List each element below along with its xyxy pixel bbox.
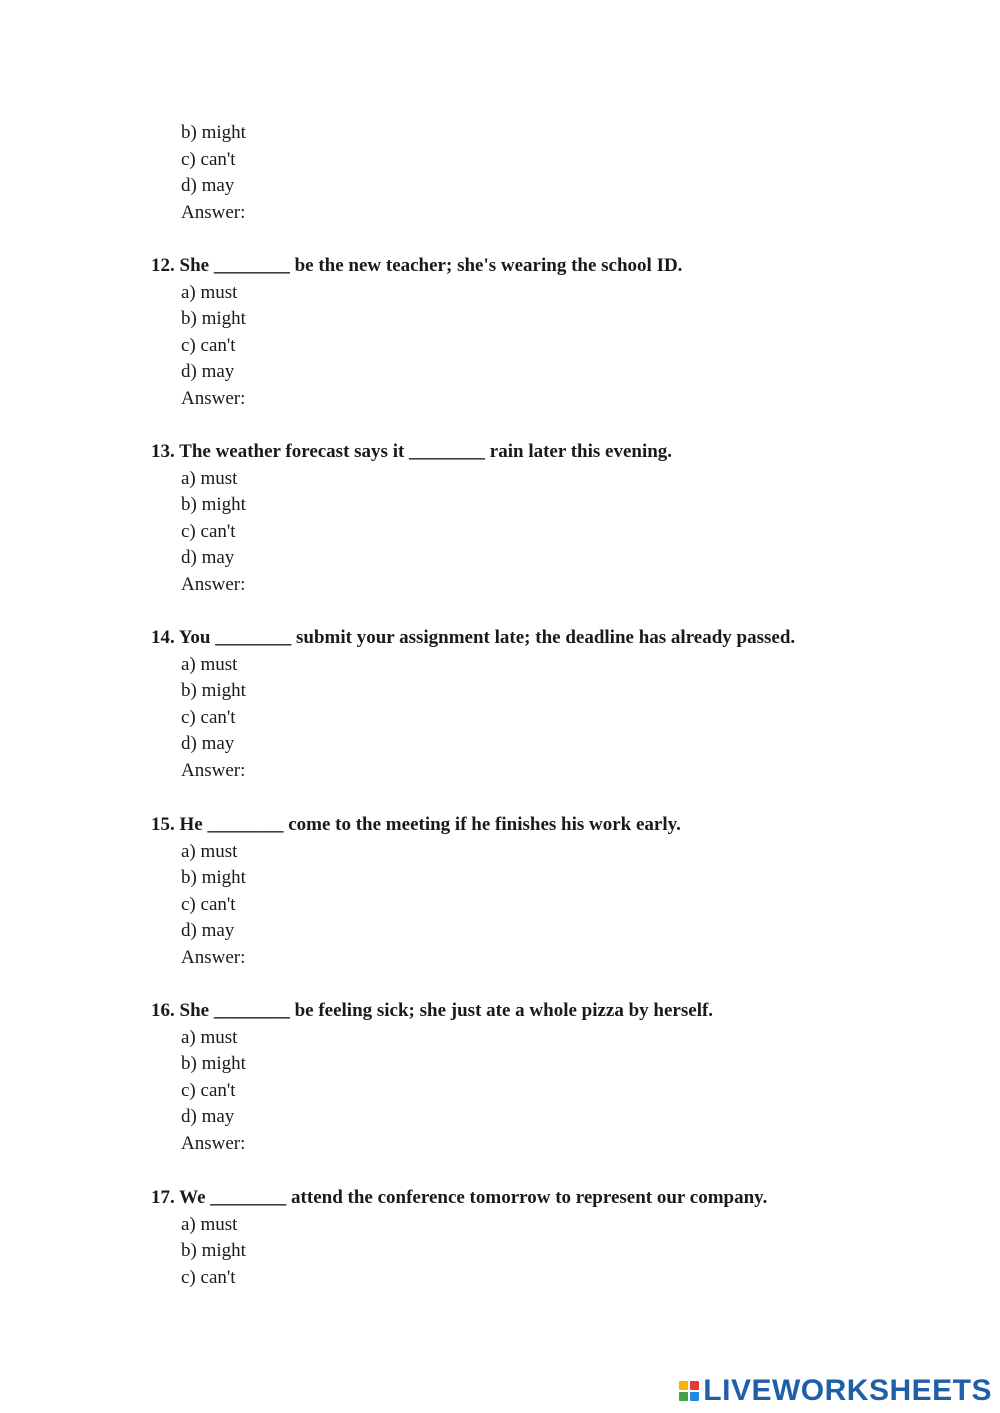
answer-label: Answer: xyxy=(181,1132,246,1154)
answer-label: Answer: xyxy=(181,201,246,223)
option-c: c) can't xyxy=(181,334,236,356)
option-a: a) must xyxy=(181,467,238,489)
logo-square-4 xyxy=(690,1392,699,1401)
question-16 xyxy=(151,998,713,1158)
option-a: a) must xyxy=(181,653,238,675)
option-c: c) can't xyxy=(181,520,236,542)
question-13-text: 13. The weather forecast says it ________ rain later this evening. xyxy=(151,441,673,462)
logo-square-2 xyxy=(690,1381,699,1390)
logo-square-3 xyxy=(679,1392,688,1401)
liveworksheets-logo xyxy=(679,1375,992,1407)
question-15-text: 15. He ________ come to the meeting if he finishes his work early. xyxy=(151,814,681,835)
option-a: a) must xyxy=(181,1026,238,1048)
logo-text: LIVEWORKSHEETS xyxy=(703,1374,992,1407)
answer-label: Answer: xyxy=(181,946,246,968)
logo-square-1 xyxy=(679,1381,688,1390)
answer-label: Answer: xyxy=(181,759,246,781)
option-b: b) might xyxy=(181,1053,246,1075)
option-b: b) might xyxy=(181,308,246,330)
question-13 xyxy=(151,439,672,599)
option-c: c) can't xyxy=(181,148,236,170)
question-14-text: 14. You ________ submit your assignment late; the deadline has already passed. xyxy=(151,627,796,648)
option-c: c) can't xyxy=(181,706,236,728)
option-c: c) can't xyxy=(181,1079,236,1101)
question-12-text: 12. She ________ be the new teacher; she's wearing the school ID. xyxy=(151,255,683,276)
question-12 xyxy=(151,253,682,413)
option-b: b) might xyxy=(181,494,246,516)
question-15 xyxy=(151,812,681,972)
option-c: c) can't xyxy=(181,893,236,915)
answer-label: Answer: xyxy=(181,387,246,409)
option-d: d) may xyxy=(181,547,235,569)
option-a: a) must xyxy=(181,840,238,862)
liveworksheets-logo-icon xyxy=(679,1381,699,1401)
option-d: d) may xyxy=(181,175,235,197)
answer-label: Answer: xyxy=(181,573,246,595)
question-17 xyxy=(151,1185,767,1291)
option-c: c) can't xyxy=(181,1266,236,1288)
option-d: d) may xyxy=(181,1106,235,1128)
option-d: d) may xyxy=(181,361,235,383)
option-d: d) may xyxy=(181,920,235,942)
question-14 xyxy=(151,625,795,785)
option-b: b) might xyxy=(181,680,246,702)
option-b: b) might xyxy=(181,1240,246,1262)
option-a: a) must xyxy=(181,1213,238,1235)
question-16-text: 16. She ________ be feeling sick; she just ate a whole pizza by herself. xyxy=(151,1000,714,1021)
question-11-options-continued xyxy=(181,120,246,226)
option-b: b) might xyxy=(181,122,246,143)
option-b: b) might xyxy=(181,867,246,889)
question-17-text: 17. We ________ attend the conference tomorrow to represent our company. xyxy=(151,1187,768,1208)
option-d: d) may xyxy=(181,733,235,755)
option-a: a) must xyxy=(181,281,238,303)
